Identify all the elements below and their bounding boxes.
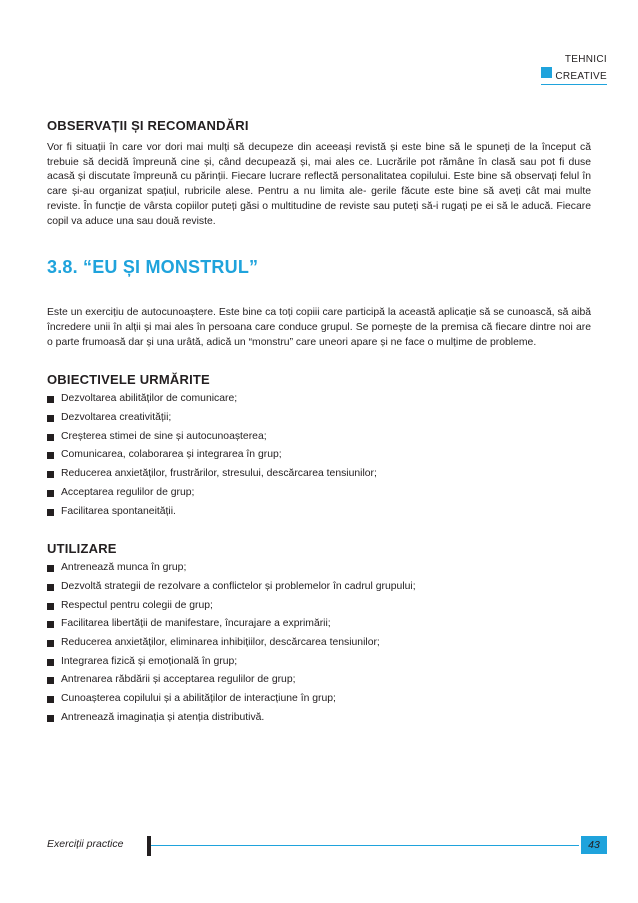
list-item: Creșterea stimei de sine și autocunoașterea;	[47, 428, 591, 447]
intro-paragraph: Este un exercițiu de autocunoaștere. Este bine ca toți copiii care participă la această aplicație să se cunoască, să aibă încredere unii în alții și mai ales în persoana care conduce grupul. Se pornește de la premisa că fiecare dintre noi are o parte frumoasă dar și una urâtă, adică un “monstru” care uneori apare și ne face o mulțime de probleme.	[47, 307, 592, 348]
page-footer	[47, 836, 607, 856]
bullet-square-icon	[47, 396, 54, 403]
usage-heading: UTILIZARE	[47, 541, 117, 557]
bullet-square-icon	[47, 696, 54, 703]
bullet-square-icon	[47, 621, 54, 628]
list-item: Dezvoltarea abilităților de comunicare;	[47, 390, 591, 409]
header-square-marker	[541, 67, 552, 78]
list-item: Dezvoltă strategii de rezolvare a conflictelor și problemelor în cadrul grupului;	[47, 578, 591, 597]
usage-list	[47, 559, 591, 727]
footer-rule	[151, 845, 579, 846]
chapter-title: 3.8. “EU ȘI MONSTRUL”	[47, 257, 259, 278]
list-item: Comunicarea, colaborarea și integrarea în grup;	[47, 446, 591, 465]
objectives-list	[47, 390, 591, 521]
bullet-square-icon	[47, 677, 54, 684]
list-item: Facilitarea libertății de manifestare, încurajare a exprimării;	[47, 615, 591, 634]
list-item: Reducerea anxietăților, eliminarea inhibițiilor, descărcarea tensiunilor;	[47, 634, 591, 653]
list-item: Facilitarea spontaneității.	[47, 503, 591, 522]
bullet-square-icon	[47, 434, 54, 441]
list-item: Antrenează imaginația și atenția distributivă.	[47, 709, 591, 728]
bullet-square-icon	[47, 452, 54, 459]
bullet-square-icon	[47, 490, 54, 497]
list-item: Reducerea anxietăților, frustrărilor, stresului, descărcarea tensiunilor;	[47, 465, 591, 484]
page-content	[47, 118, 591, 728]
bullet-square-icon	[47, 565, 54, 572]
observations-paragraph: Vor fi situații în care vor dori mai mulți să decupeze din aceeași revistă și este bine să le spuneți de la început că trebuie să decidă împreună cine și, când decupează și, mai ales ce. Lucrările pot rămâne în clasă sau pot fi duse acasă și discutate împreună cu părinții. Fiecare lucrare reflectă personalitatea copilului. Este bine să observați felul în care și-au organizat spațiul, rubricile alese. Pentru a nu limita ale- gerile făcute este bine să aveți cât mai multe reviste. În funcție de vârsta copiilor puteți găsi o multitudine de reviste sau puteți să-i rugați pe ei să le aducă. Fiecare copil va aduce una sau două reviste.	[47, 142, 592, 227]
bullet-square-icon	[47, 415, 54, 422]
header-line-1: TEHNICI	[564, 54, 607, 65]
bullet-square-icon	[47, 471, 54, 478]
header-line-2: CREATIVE	[541, 70, 607, 85]
bullet-square-icon	[47, 640, 54, 647]
list-item: Dezvoltarea creativității;	[47, 409, 591, 428]
objectives-heading: OBIECTIVELE URMĂRITE	[47, 372, 210, 388]
observations-heading: OBSERVAȚII ȘI RECOMANDĂRI	[47, 118, 249, 133]
page-number: 43	[581, 836, 607, 854]
list-item: Respectul pentru colegii de grup;	[47, 597, 591, 616]
bullet-square-icon	[47, 509, 54, 516]
list-item: Integrarea fizică și emoțională în grup;	[47, 653, 591, 672]
bullet-square-icon	[47, 659, 54, 666]
bullet-square-icon	[47, 603, 54, 610]
footer-label: Exerciții practice	[47, 838, 124, 850]
header-tag	[541, 53, 607, 82]
bullet-square-icon	[47, 584, 54, 591]
list-item: Antrenarea răbdării și acceptarea regulilor de grup;	[47, 671, 591, 690]
list-item: Antrenează munca în grup;	[47, 559, 591, 578]
list-item: Cunoașterea copilului și a abilităților de interacțiune în grup;	[47, 690, 591, 709]
footer-bar	[147, 836, 151, 856]
bullet-square-icon	[47, 715, 54, 722]
list-item: Acceptarea regulilor de grup;	[47, 484, 591, 503]
